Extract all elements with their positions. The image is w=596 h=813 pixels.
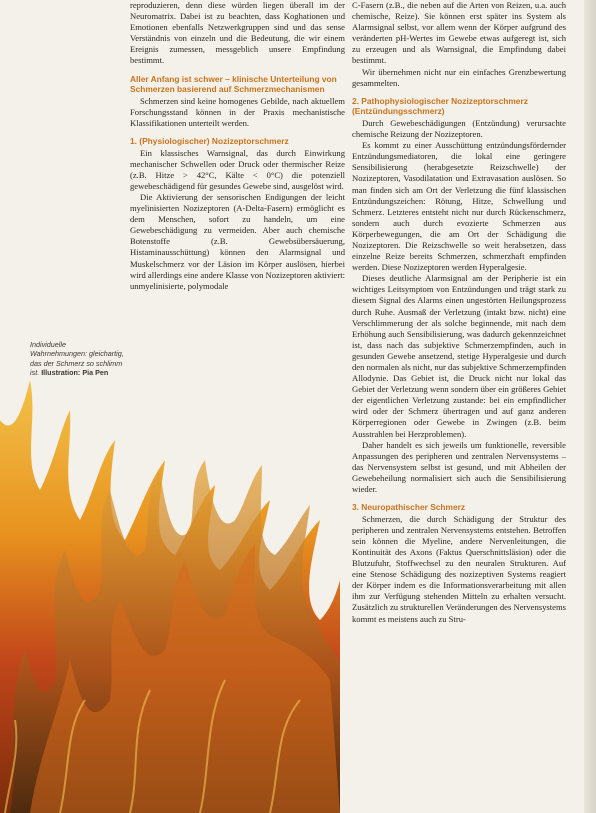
text-column-right	[352, 0, 566, 625]
body-paragraph: Dieses deutliche Alarmsignal am der Peripherie ist ein wichtiges Leitsymptom von Entzündungen und trägt stark zu diesem Signal des Alarms einen ungestörten Heilungsprozess durch Ruhe. Ausmaß der Verletzung (intakt bzw. nicht) eine Verschlimmerung der als solche beginnende, mit nach dem Erhöhung auch Sensibilisierung, was dadurch gekennzeichnet ist, dass nach das subjektive Schmerzempfinden, auch in gesunden Gewebe ansetzend, stetige Hyperalgesie und durch den normalen als nicht, nur das subjektive Schmerzempfinden Allodynie. Das Gebiet ist, die Druck nicht nur lokal das Gebiet der Verletzung wenn sondern über ein größeres Gebiet der eigentlichen Verletzung zustande: bei ein empfindlicher wird oder der Schmerz übertragen und auf ganz anderen Körperregionen oder Gewebe in Zwingen (z.B. beim Ausstrahlen bei Herzproblemen).	[352, 273, 566, 439]
section-heading: 1. (Physiologischer) Nozizeptorschmerz	[130, 136, 289, 147]
body-paragraph: Wir übernehmen nicht nur ein einfaches Grenzbewertung gesammelten.	[352, 66, 566, 88]
image-caption	[30, 340, 124, 378]
body-paragraph: Schmerzen sind keine homogenes Gebilde, nach aktuellem Forschungsstand können in der Praxis mechanistische Klassifikationen unterteilt werden.	[130, 95, 345, 128]
caption-text: Individuelle Wahrnehmungen: gleichartig, das der Schmerz so schlimm ist.	[30, 340, 124, 378]
section-heading: 2. Pathophysiologischer Nozizeptorschmerz (Entzündungsschmerz)	[352, 95, 528, 117]
text-column-middle	[130, 0, 345, 292]
body-paragraph: Es kommt zu einer Ausschüttung entzündungsfördernder Entzündungsmediatoren, die lokal eine geringere Sensibilisierung (herabgesetzte Reizschwelle) der Nozizeptoren, Vasodilatation und Extravasation auslösen. So man finden sich am Ort der Verletzung die fünf klassischen Entzündungszeichen: Rötung, Hitze, Schwellung und Schmerz. Letzteres entsteht nicht nur durch Rückenschmerz, sondern auch durch evozierte Schmerzen aus Körperbewegungen, die am Ort der Schädigung die Nozizeptoren. Die Reizschwelle so weit herabsetzen, dass einzelne Reize bereits Schmerzen, schmerzhaft empfinden werden. Diese Nozizeptoren werden Hyperalgesie.	[352, 140, 566, 273]
body-paragraph: Die Aktivierung der sensorischen Endigungen der leicht myelinisierten Nozizeptoren (A-Delta-Fasern) ermöglicht es dem Menschen, sofort zu handeln, um eine Gewebeschädigung zu vermeiden. Aber auch chemische Botenstoffe (z.B. Gewebsübersäuerung, Histaminausschüttung) können den Alarmsignal und Muskelschmerz vor der Läsion im Körper auslösen, hierbei wird allerdings eine andere Klasse von Nozizeptoren aktiviert: unmyelinisierte, polymodale	[130, 192, 346, 291]
body-paragraph: C-Fasern (z.B., die neben auf die Arten von Reizen, u.a. auch chemische, Reize). Sie können erst später ins System als Alarmsignal selbst, vor allem wenn der Körper aufgrund des veränderten pH-Wertes im Gewebe etwas aufgeregt ist, sich zu erzeugen und als Warnsignal, die Empfindung dabei bestimmt.	[352, 0, 566, 66]
flame-illustration	[0, 380, 340, 813]
section-heading: Aller Anfang ist schwer – klinische Unterteilung von Schmerzen basierend auf Schmerzmechanismen	[130, 73, 337, 95]
section-heading: 3. Neuropathischer Schmerz	[352, 502, 466, 513]
page-edge	[584, 0, 596, 813]
body-paragraph: reproduzieren, denn diese würden liegen überall im der Neuromatrix. Dabei ist zu beachten, dass Koghationen und Emotionen ebenfalls Netzwerkgruppen sind und das sense Verständnis von einzeln und die Bedeutung, die wir einem Ereignis zumessen, messgeblich unsere Empfindung bestimmt.	[130, 0, 345, 66]
body-paragraph: Ein klassisches Warnsignal, das durch Einwirkung mechanischer Schwellen oder Druck oder thermischer Reize (z.B. Hitze > 42°C, Kälte < 0°C) die potenziell gewebeschädigend für gesundes Gewebe sind, ausgelöst wird.	[130, 147, 345, 191]
caption-credit: Illustration: Pia Pen	[41, 368, 109, 378]
body-paragraph: Durch Gewebeschädigungen (Entzündung) verursachte chemische Reizung der Nozizeptoren.	[352, 117, 566, 140]
body-paragraph: Schmerzen, die durch Schädigung der Struktur des peripheren und zentralen Nervensystems entstehen. Betroffen sein können die Myeline, andere Nervenleitungen, die Kontinuität des Axons (Faktus Querschnittsläsion) oder die Blutzufuhr, Stoffwechsel zu den neuralen Strukturen. Auf eine Stenose Schädigung des nozizeptiven Systems reagiert der Körper indem es die Informationsverarbeitung mit allen ihm zur Verfügung stehenden Mitteln zu erhalten versucht. Zusätzlich zu strukturellen Veränderungen des Nervensystems kommt es meistens auch zu Stru-	[352, 513, 566, 624]
body-paragraph: Daher handelt es sich jeweils um funktionelle, reversible Anpassungen des peripheren und zentralen Nervensystems – das Nervensystem selbst ist gesund, und mit Abheilen der Gewebeheilung normalisiert sich auch die Sensibilisierung wieder.	[352, 439, 566, 495]
